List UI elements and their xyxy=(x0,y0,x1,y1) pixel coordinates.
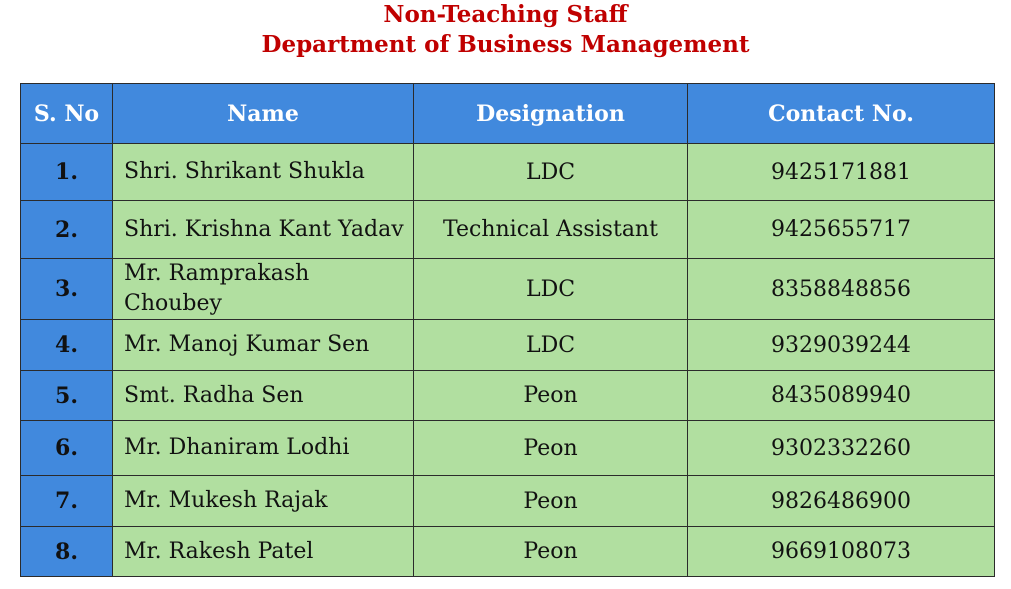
cell-designation: LDC xyxy=(414,144,688,201)
cell-contact: 9826486900 xyxy=(688,476,995,527)
cell-contact: 9302332260 xyxy=(688,421,995,476)
table-header-row xyxy=(21,84,995,144)
cell-sno: 2. xyxy=(21,201,113,259)
header-designation: Designation xyxy=(414,84,688,144)
header-contact: Contact No. xyxy=(688,84,995,144)
cell-sno: 4. xyxy=(21,320,113,371)
cell-name: Mr. Mukesh Rajak xyxy=(113,476,414,527)
table-row xyxy=(21,259,995,320)
cell-contact: 8358848856 xyxy=(688,259,995,320)
cell-name: Mr. Ramprakash Choubey xyxy=(113,259,414,320)
table-row xyxy=(21,320,995,371)
header-name: Name xyxy=(113,84,414,144)
table-row xyxy=(21,476,995,527)
cell-contact: 9329039244 xyxy=(688,320,995,371)
cell-name: Mr. Manoj Kumar Sen xyxy=(113,320,414,371)
table-row xyxy=(21,371,995,421)
cell-sno: 5. xyxy=(21,371,113,421)
cell-sno: 6. xyxy=(21,421,113,476)
cell-contact: 9425171881 xyxy=(688,144,995,201)
cell-designation: Technical Assistant xyxy=(414,201,688,259)
table-row xyxy=(21,144,995,201)
cell-contact: 9669108073 xyxy=(688,527,995,577)
table-row xyxy=(21,527,995,577)
cell-name: Mr. Rakesh Patel xyxy=(113,527,414,577)
cell-sno: 7. xyxy=(21,476,113,527)
cell-designation: LDC xyxy=(414,320,688,371)
table-row xyxy=(21,421,995,476)
cell-designation: Peon xyxy=(414,527,688,577)
page-title: Non-Teaching Staff xyxy=(383,1,628,28)
cell-designation: Peon xyxy=(414,476,688,527)
cell-sno: 1. xyxy=(21,144,113,201)
cell-name: Shri. Krishna Kant Yadav xyxy=(113,201,414,259)
cell-sno: 8. xyxy=(21,527,113,577)
cell-name: Smt. Radha Sen xyxy=(113,371,414,421)
cell-sno: 3. xyxy=(21,259,113,320)
cell-designation: Peon xyxy=(414,421,688,476)
cell-name: Mr. Dhaniram Lodhi xyxy=(113,421,414,476)
header-sno: S. No xyxy=(21,84,113,144)
cell-contact: 8435089940 xyxy=(688,371,995,421)
cell-name: Shri. Shrikant Shukla xyxy=(113,144,414,201)
staff-table xyxy=(20,83,995,577)
page-subtitle: Department of Business Management xyxy=(261,31,750,58)
table-row xyxy=(21,201,995,259)
cell-designation: LDC xyxy=(414,259,688,320)
cell-designation: Peon xyxy=(414,371,688,421)
cell-contact: 9425655717 xyxy=(688,201,995,259)
